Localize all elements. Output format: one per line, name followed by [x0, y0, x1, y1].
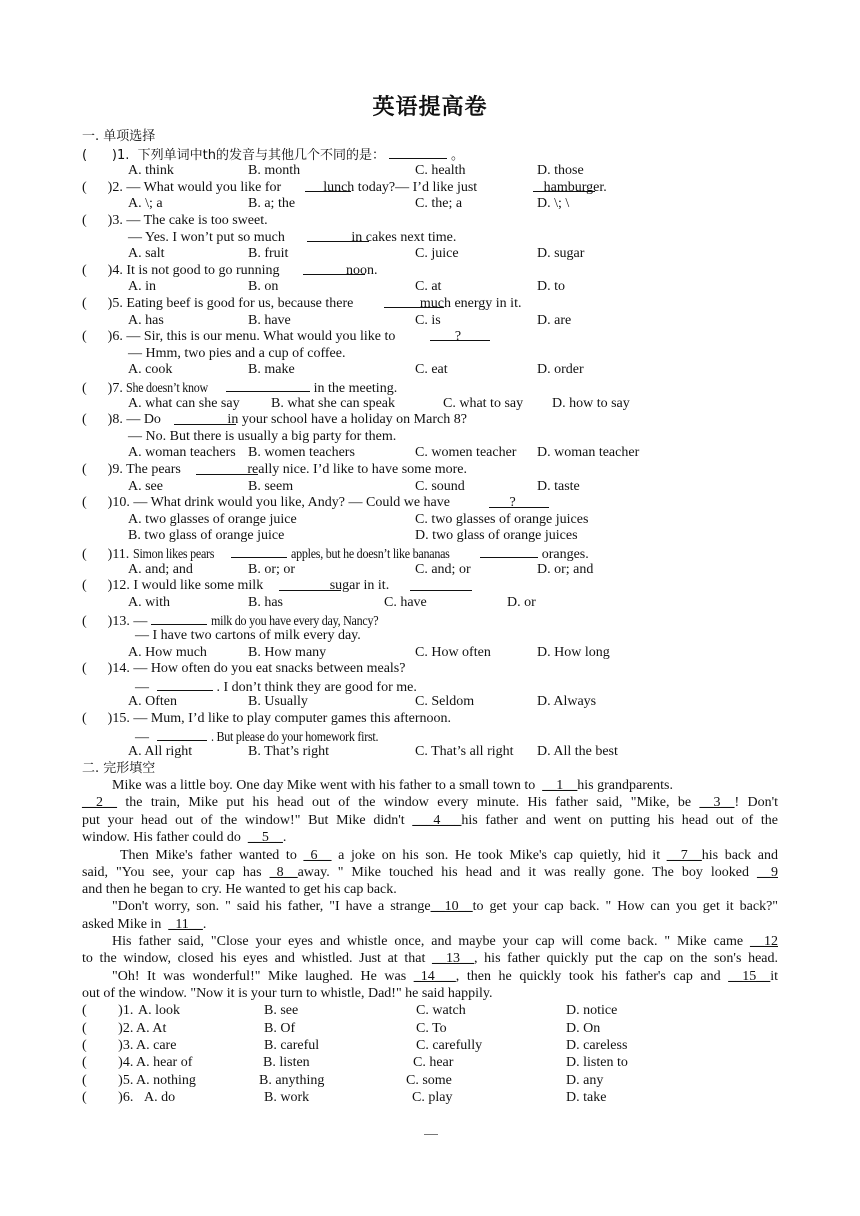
options-row — [82, 162, 782, 179]
passage-text: , his father quickly put the cap on the son's head. — [474, 951, 778, 966]
question-12-stem — [82, 577, 782, 594]
option-c: C. How often — [415, 645, 491, 660]
option-b: B. see — [264, 1003, 299, 1018]
option-d: D. any — [566, 1073, 604, 1088]
option-d: D. take — [566, 1090, 607, 1105]
option-b: B. on — [248, 279, 279, 294]
question-stem: — No. But there is usually a big party for them. — [128, 429, 397, 444]
cloze-blank: __12 — [750, 934, 778, 949]
passage-line — [112, 968, 778, 985]
option-a: A. do — [144, 1090, 176, 1105]
passage-text: . — [282, 830, 287, 845]
options-row — [82, 527, 782, 544]
question-stem: oranges. — [541, 547, 589, 562]
passage-line — [120, 847, 778, 864]
cloze-blank: __7__ — [666, 848, 702, 863]
question-7-stem — [82, 378, 782, 395]
options-row — [82, 743, 782, 760]
option-b: B. what she can speak — [271, 396, 396, 411]
cloze-blank: __3__ — [699, 795, 735, 810]
options-row — [82, 478, 782, 495]
option-c: C. sound — [415, 479, 465, 494]
options-row — [82, 361, 782, 378]
question-2-stem — [82, 179, 782, 196]
cloze-blank: __9 — [757, 865, 778, 880]
option-b: B. women teachers — [248, 445, 355, 460]
option-d: D. sugar — [537, 246, 585, 261]
options-row — [82, 644, 782, 661]
cloze-blank: __1__ — [542, 778, 578, 793]
answer-blank[interactable] — [305, 191, 351, 192]
options-row — [82, 693, 782, 710]
cloze-question-3 — [82, 1037, 782, 1054]
answer-blank[interactable] — [533, 191, 595, 192]
passage-line — [82, 794, 778, 811]
options-row — [82, 312, 782, 329]
option-c: C. women teacher — [415, 445, 517, 460]
question-stem: ( )5. Eating beef is good for us, because there much energy in it. — [82, 296, 522, 311]
question-5-stem — [82, 295, 782, 312]
options-row — [82, 195, 782, 212]
cloze-blank: ___4___ — [412, 813, 462, 828]
option-c: C. at — [415, 279, 442, 294]
option-a: A. salt — [128, 246, 165, 261]
answer-blank[interactable] — [151, 611, 207, 625]
cloze-question-2 — [82, 1020, 782, 1037]
cloze-blank: _11__ — [168, 917, 203, 932]
option-d: D. careless — [566, 1038, 628, 1053]
cloze-question-5 — [82, 1072, 782, 1089]
answer-blank[interactable] — [196, 474, 258, 475]
question-13-stem-2 — [135, 627, 835, 644]
option-d: D. are — [537, 313, 572, 328]
question-11-stem — [82, 544, 782, 561]
question-stem: ( )6. — Sir, this is our menu. What would you like to ? — [82, 329, 462, 344]
option-c: C. health — [415, 163, 466, 178]
passage-text: to get your cap back. " How can you get it back?" — [472, 899, 778, 914]
question-6-stem — [82, 328, 782, 345]
passage-text: his grandparents. — [577, 778, 673, 793]
question-stem: ( )3. — The cake is too sweet. — [82, 213, 268, 228]
option-c: C. play — [412, 1090, 453, 1105]
passage-line — [82, 829, 778, 846]
question-stem: ( )4. It is not good to go running noon. — [82, 263, 378, 278]
question-stem: ( )1. 下列单词中th的发音与其他几个不同的是： — [82, 148, 385, 163]
option-b: B. two glass of orange juice — [128, 528, 285, 543]
answer-blank[interactable] — [157, 727, 207, 741]
question-14-stem-2 — [135, 677, 835, 694]
stem-tail: 。 — [450, 148, 464, 163]
option-a: A. two glasses of orange juice — [128, 512, 297, 527]
question-stem: Simon likes pears — [132, 547, 215, 562]
option-c: C. To — [416, 1021, 447, 1036]
answer-blank[interactable] — [430, 340, 490, 341]
passage-line — [82, 881, 778, 898]
option-d: D. notice — [566, 1003, 618, 1018]
question-8-stem-2 — [128, 428, 828, 445]
option-b: B. or; or — [248, 562, 296, 577]
passage-text: , then he quickly took his father's cap and — [455, 969, 729, 984]
passage-line — [82, 916, 778, 933]
option-a: A. woman teachers — [128, 445, 236, 460]
section-heading-text: 二. 完形填空 — [82, 761, 156, 776]
option-d: D. How long — [537, 645, 610, 660]
passage-text: away. " Mike touched his head and it was really gone. The boy looked — [297, 865, 757, 880]
question-4-stem — [82, 262, 782, 279]
question-stem: She doesn’t know — [126, 381, 209, 396]
question-15-stem — [82, 710, 782, 727]
answer-blank[interactable] — [174, 424, 236, 425]
option-d: D. taste — [537, 479, 580, 494]
passage-text: window. His father could do — [82, 830, 248, 845]
passage-text: and then he began to cry. He wanted to get his cap back. — [82, 882, 397, 897]
passage-text: his back and — [701, 848, 778, 863]
passage-text: ! Don't — [734, 795, 779, 810]
passage-line — [82, 864, 778, 881]
answer-blank[interactable] — [231, 544, 287, 558]
passage-text: it — [770, 969, 778, 984]
question-number: ( )2. — [82, 1021, 134, 1036]
question-number: ( )1. — [82, 1003, 134, 1018]
option-d: D. or — [507, 595, 536, 610]
option-c: C. Seldom — [415, 694, 475, 709]
option-c: C. and; or — [415, 562, 471, 577]
question-stem: ( )8. — Do in your school have a holiday on March 8? — [82, 412, 467, 427]
cloze-blank: __5__ — [247, 830, 283, 845]
options-row — [82, 561, 782, 578]
question-10-stem — [82, 494, 782, 511]
passage-text: out of the window. "Now it is your turn to whistle, Dad!" he said happily. — [82, 986, 493, 1001]
question-stem: apples, but he doesn’t like bananas — [291, 547, 450, 562]
option-b: B. Usually — [248, 694, 308, 709]
question-stem: — — [135, 680, 153, 695]
question-stem: milk do you have every day, Nancy? — [211, 614, 379, 629]
passage-text: "Don't worry, son. " said his father, "I have a strange — [112, 899, 431, 914]
cloze-question-1 — [82, 1002, 782, 1019]
option-d: D. All the best — [537, 744, 618, 759]
option-d: D. On — [566, 1021, 601, 1036]
question-stem: — I have two cartons of milk every day. — [135, 628, 361, 643]
section-heading: 一. 单项选择 — [82, 129, 156, 144]
option-a: A. and; and — [128, 562, 193, 577]
option-a: A. \; a — [128, 196, 163, 211]
option-c: C. the; a — [415, 196, 463, 211]
question-9-stem — [82, 461, 782, 478]
answer-blank[interactable] — [226, 378, 310, 392]
passage-text: his father and went on putting his head out of the — [461, 813, 779, 828]
passage-text: the train, Mike put his head out of the window every minute. His father said, "Mike, be — [117, 795, 700, 810]
option-d: D. those — [537, 163, 584, 178]
answer-blank[interactable] — [384, 307, 444, 308]
option-b: B. How many — [248, 645, 327, 660]
option-a: A. what can she say — [128, 396, 240, 411]
question-stem: — — [135, 730, 153, 745]
page-title: 英语提高卷 — [372, 95, 488, 120]
options-row — [82, 395, 782, 412]
cloze-blank: _14___ — [413, 969, 456, 984]
option-c: C. is — [415, 313, 441, 328]
question-6-stem-2 — [128, 345, 828, 362]
option-b: B. have — [248, 313, 291, 328]
passage-text: to the window, closed his eyes and whistled. Just at that — [82, 951, 433, 966]
option-c: C. eat — [415, 362, 448, 377]
option-b: B. work — [264, 1090, 310, 1105]
question-stem: in the meeting. — [313, 381, 398, 396]
option-b: B. month — [248, 163, 301, 178]
cloze-blank: _6__ — [303, 848, 332, 863]
passage-text: . — [202, 917, 207, 932]
passage-text: "Oh! It was wonderful!" Mike laughed. He was — [112, 969, 414, 984]
cloze-blank: _8__ — [269, 865, 298, 880]
option-a: A. All right — [128, 744, 193, 759]
question-3-stem-2 — [128, 229, 828, 246]
option-c: C. carefully — [416, 1038, 483, 1053]
option-b: B. anything — [259, 1073, 325, 1088]
option-c: C. have — [384, 595, 427, 610]
option-c: C. some — [406, 1073, 452, 1088]
options-row — [82, 444, 782, 461]
question-number: ( )3. — [82, 1038, 134, 1053]
option-a: A. in — [128, 279, 156, 294]
question-8-stem — [82, 411, 782, 428]
option-a: A. see — [128, 479, 163, 494]
question-number: ( )7. — [82, 381, 127, 396]
option-a: A. cook — [128, 362, 173, 377]
passage-text: said, "You see, your cap has — [82, 865, 270, 880]
cloze-blank: __2__ — [82, 795, 117, 810]
cloze-question-4 — [82, 1054, 782, 1071]
option-b: B. make — [248, 362, 295, 377]
question-stem: ( )15. — Mum, I’d like to play computer games this afternoon. — [82, 711, 451, 726]
option-b: B. fruit — [248, 246, 289, 261]
option-c: C. That’s all right — [415, 744, 514, 759]
question-stem: ( )9. The pears really nice. I’d like to have some more. — [82, 462, 468, 477]
option-b: B. seem — [248, 479, 294, 494]
option-c: C. two glasses of orange juices — [415, 512, 589, 527]
passage-text: a joke on his son. He took Mike's cap quietly, hid it — [331, 848, 667, 863]
question-1-stem — [82, 145, 782, 162]
answer-blank[interactable] — [157, 677, 213, 691]
passage-line — [112, 933, 778, 950]
option-a: A. look — [138, 1003, 180, 1018]
option-d: D. to — [537, 279, 565, 294]
option-b: B. listen — [263, 1055, 310, 1070]
cloze-blank: __10__ — [430, 899, 473, 914]
question-number: ( )6. — [82, 1090, 134, 1105]
option-b: B. That’s right — [248, 744, 330, 759]
cloze-blank: __13__ — [432, 951, 475, 966]
option-b: B. careful — [264, 1038, 320, 1053]
question-stem: ( )10. — What drink would you like, Andy? — Could we have ? — [82, 495, 516, 510]
question-14-stem — [82, 660, 782, 677]
option-a: A. has — [128, 313, 164, 328]
question-stem: — Hmm, two pies and a cup of coffee. — [128, 346, 346, 361]
option-a: A. nothing — [136, 1073, 196, 1088]
option-d: D. or; and — [537, 562, 594, 577]
question-stem: . I don’t think they are good for me. — [216, 680, 417, 695]
passage-text: Then Mike's father wanted to — [120, 848, 304, 863]
option-d: D. \; \ — [537, 196, 570, 211]
option-d: D. two glass of orange juices — [415, 528, 578, 543]
question-stem: — Yes. I won’t put so much in cakes next time. — [128, 230, 457, 245]
passage-line — [112, 898, 778, 915]
option-c: C. juice — [415, 246, 459, 261]
answer-blank[interactable] — [279, 590, 341, 591]
question-number: ( )4. — [82, 1055, 134, 1070]
option-b: B. has — [248, 595, 283, 610]
options-row — [82, 245, 782, 262]
option-d: D. order — [537, 362, 584, 377]
question-13-stem — [82, 611, 782, 628]
answer-blank[interactable] — [489, 507, 549, 508]
option-a: A. hear of — [136, 1055, 193, 1070]
section-heading — [82, 760, 782, 777]
question-number: ( )11. — [82, 547, 133, 562]
cloze-blank: __15__ — [728, 969, 771, 984]
question-number: ( )13. — — [82, 614, 148, 629]
passage-line — [112, 777, 778, 794]
question-stem: ( )2. — What would you like for lunch today?— I’d like just hamburger. — [82, 180, 607, 195]
question-stem: . But please do your homework first. — [210, 730, 378, 745]
passage-line — [82, 985, 778, 1002]
option-c: C. what to say — [443, 396, 524, 411]
answer-blank[interactable] — [410, 590, 472, 591]
question-stem: ( )14. — How often do you eat snacks between meals? — [82, 661, 406, 676]
answer-blank[interactable] — [389, 145, 447, 159]
cloze-question-6 — [82, 1089, 782, 1106]
option-a: A. care — [136, 1038, 177, 1053]
answer-blank[interactable] — [480, 544, 538, 558]
question-3-stem — [82, 212, 782, 229]
question-number: ( )5. — [82, 1073, 134, 1088]
option-b: B. a; the — [248, 196, 296, 211]
passage-text: Mike was a little boy. One day Mike went with his father to a small town to — [112, 778, 543, 793]
option-a: A. How much — [128, 645, 207, 660]
options-row — [82, 278, 782, 295]
question-stem: ( )12. I would like some milk sugar in it. — [82, 578, 390, 593]
option-c: C. hear — [413, 1055, 454, 1070]
option-a: A. At — [136, 1021, 167, 1036]
passage-line — [82, 812, 778, 829]
options-row — [82, 594, 782, 611]
options-row — [82, 511, 782, 528]
option-d: D. Always — [537, 694, 597, 709]
option-d: D. how to say — [552, 396, 630, 411]
option-c: C. watch — [416, 1003, 466, 1018]
passage-text: His father said, "Close your eyes and whistle once, and maybe your cap will come back. " Mike came — [112, 934, 750, 949]
option-b: B. Of — [264, 1021, 296, 1036]
option-a: A. think — [128, 163, 174, 178]
passage-line — [82, 950, 778, 967]
passage-text: put your head out of the window!" But Mike didn't — [82, 813, 413, 828]
passage-text: asked Mike in — [82, 917, 169, 932]
question-15-stem-2 — [135, 727, 835, 744]
option-d: D. woman teacher — [537, 445, 640, 460]
answer-blank[interactable] — [303, 274, 365, 275]
answer-blank[interactable] — [307, 241, 369, 242]
option-a: A. Often — [128, 694, 177, 709]
option-d: D. listen to — [566, 1055, 628, 1070]
page-footer-mark — [424, 1128, 438, 1135]
option-a: A. with — [128, 595, 170, 610]
